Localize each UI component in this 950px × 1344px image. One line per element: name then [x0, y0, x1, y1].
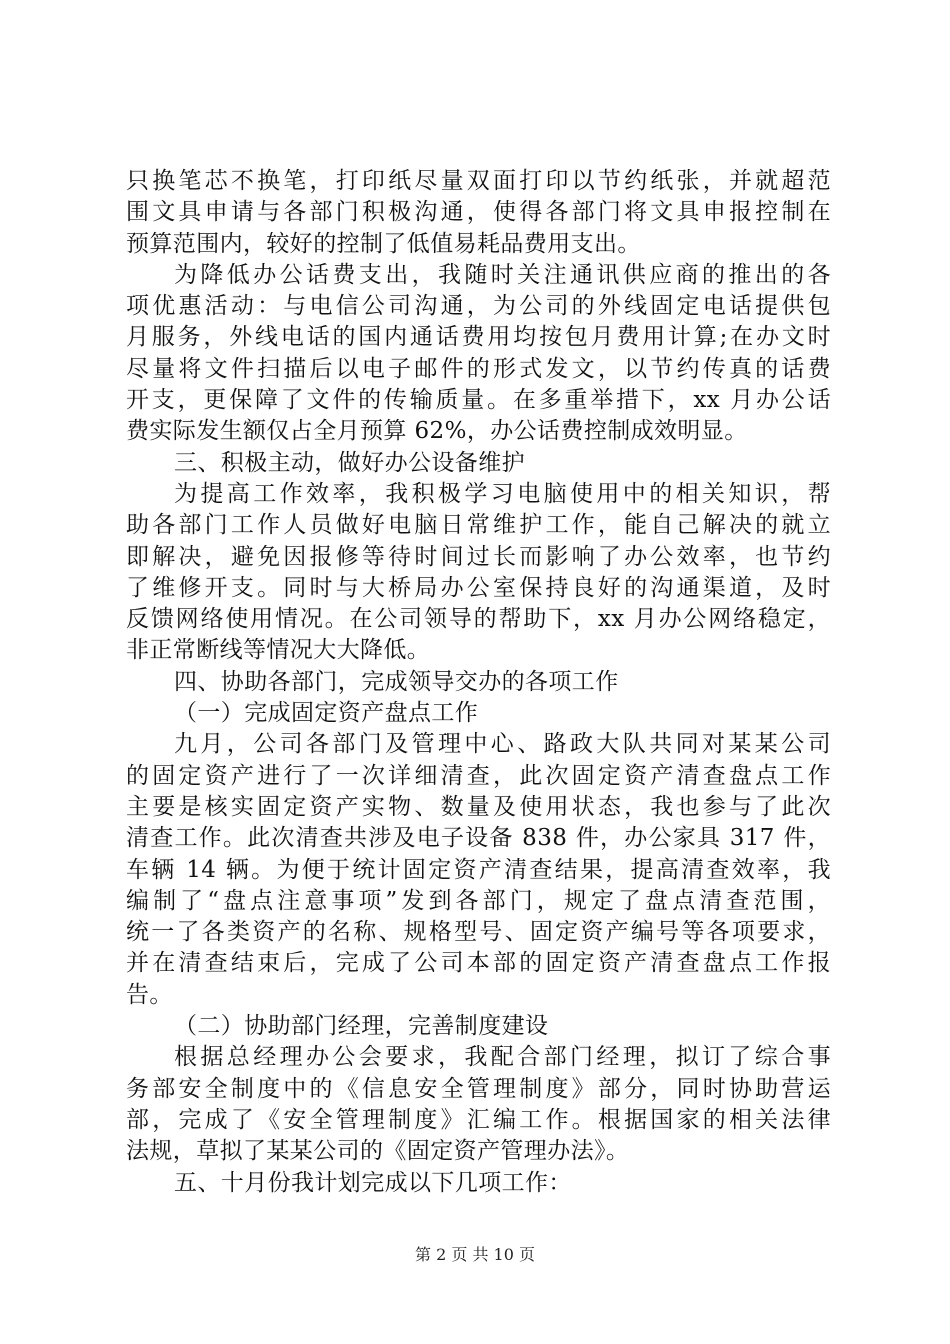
text-line: 的固定资产进行了一次详细清查，此次固定资产清查盘点工作: [126, 762, 831, 789]
text-line: 三、积极主动，做好办公设备维护: [174, 449, 525, 476]
text-line: 四、协助各部门，完成领导交办的各项工作: [174, 668, 619, 695]
text-line: 即解决，避免因报修等待时间过长而影响了办公效率，也节约: [126, 543, 831, 570]
text-line: 统一了各类资产的名称、规格型号、固定资产编号等各项要求，: [126, 919, 831, 946]
text-line: 尽量将文件扫描后以电子邮件的形式发文，以节约传真的话费: [126, 355, 831, 382]
text-line: 法规，草拟了某某公司的《固定资产管理办法》。: [126, 1138, 630, 1165]
text-line: 围文具申请与各部门积极沟通，使得各部门将文具申报控制在: [126, 199, 831, 226]
text-line: 五、十月份我计划完成以下几项工作：: [174, 1169, 572, 1196]
text-line: 开支，更保障了文件的传输质量。在多重举措下，xx 月办公话: [126, 387, 831, 414]
page-footer: 第 2 页 共 10 页: [415, 1245, 535, 1264]
text-line: 清查工作。此次清查共涉及电子设备 838 件，办公家具 317 件，: [126, 825, 831, 852]
text-line: 助各部门工作人员做好电脑日常维护工作，能自己解决的就立: [126, 512, 831, 539]
text-line: 了维修开支。同时与大桥局办公室保持良好的沟通渠道，及时: [126, 574, 831, 601]
text-line: 编制了“盘点注意事项”发到各部门，规定了盘点清查范围，: [126, 887, 831, 914]
text-line: 告。: [126, 981, 173, 1008]
text-line: 九月，公司各部门及管理中心、路政大队共同对某某公司: [174, 731, 831, 758]
text-line: 月服务，外线电话的国内通话费用均按包月费用计算;在办文时: [126, 324, 831, 351]
text-line: 车辆 14 辆。为便于统计固定资产清查结果，提高清查效率，我: [126, 856, 831, 883]
text-line: 为降低办公话费支出，我随时关注通讯供应商的推出的各: [174, 261, 831, 288]
text-line: 反馈网络使用情况。在公司领导的帮助下，xx 月办公网络稳定，: [126, 606, 831, 633]
text-line: 费实际发生额仅占全月预算 62%，办公话费控制成效明显。: [126, 418, 748, 445]
text-line: 预算范围内，较好的控制了低值易耗品费用支出。: [126, 230, 641, 257]
text-line: 根据总经理办公会要求，我配合部门经理，拟订了综合事: [174, 1044, 831, 1071]
text-line: 部，完成了《安全管理制度》汇编工作。根据国家的相关法律: [126, 1106, 831, 1133]
text-line: 非正常断线等情况大大降低。: [126, 637, 431, 664]
text-line: 为提高工作效率，我积极学习电脑使用中的相关知识，帮: [174, 480, 831, 507]
text-line: 务部安全制度中的《信息安全管理制度》部分，同时协助营运: [126, 1075, 831, 1102]
text-line: 主要是核实固定资产实物、数量及使用状态，我也参与了此次: [126, 793, 831, 820]
text-line: （二）协助部门经理，完善制度建设: [174, 1013, 549, 1040]
document-body: [126, 166, 831, 1199]
text-line: （一）完成固定资产盘点工作: [174, 700, 479, 727]
text-line: 项优惠活动：与电信公司沟通，为公司的外线固定电话提供包: [126, 293, 831, 320]
text-line: 并在清查结束后，完成了公司本部的固定资产清查盘点工作报: [126, 950, 831, 977]
text-line: 只换笔芯不换笔，打印纸尽量双面打印以节约纸张，并就超范: [126, 168, 831, 194]
